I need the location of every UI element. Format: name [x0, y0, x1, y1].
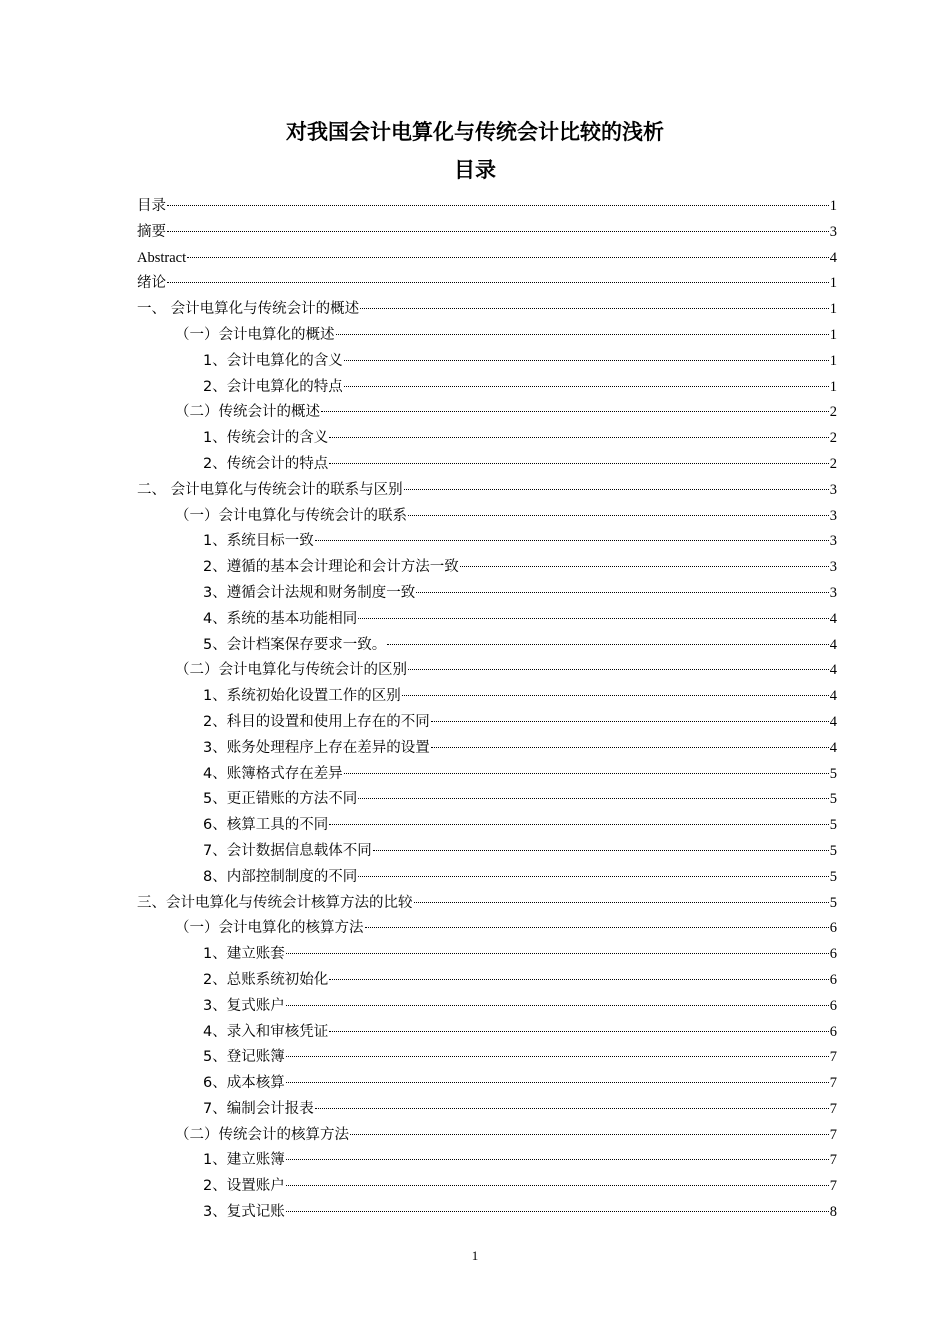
toc-entry-label: 3、遵循会计法规和财务制度一致	[203, 584, 416, 601]
toc-entry-label: （一）会计电算化的概述	[175, 326, 335, 343]
toc-entry-label: 三、会计电算化与传统会计核算方法的比较	[137, 894, 413, 911]
toc-entry[interactable]	[137, 994, 837, 1020]
toc-entry[interactable]	[137, 452, 837, 478]
toc-entry-page: 3	[829, 559, 837, 576]
toc-entry[interactable]	[137, 271, 837, 297]
toc-entry[interactable]	[137, 400, 837, 426]
toc-entry[interactable]	[137, 246, 837, 272]
toc-dot-leader	[431, 721, 829, 722]
toc-entry[interactable]	[137, 1174, 837, 1200]
toc-dot-leader	[329, 437, 829, 438]
toc-entry-page: 6	[829, 997, 837, 1014]
toc-dot-leader	[360, 308, 829, 309]
toc-entry-page: 1	[829, 275, 837, 292]
toc-dot-leader	[329, 824, 829, 825]
toc-entry[interactable]	[137, 607, 837, 633]
toc-entry[interactable]	[137, 1200, 837, 1226]
toc-entry[interactable]	[137, 297, 837, 323]
toc-entry[interactable]	[137, 529, 837, 555]
toc-dot-leader	[167, 231, 829, 232]
toc-entry[interactable]	[137, 220, 837, 246]
toc-entry[interactable]	[137, 555, 837, 581]
toc-dot-leader	[416, 592, 829, 593]
toc-dot-leader	[344, 773, 829, 774]
toc-dot-leader	[350, 1134, 829, 1135]
toc-entry[interactable]	[137, 658, 837, 684]
toc-entry-label: 2、设置账户	[203, 1178, 285, 1195]
toc-entry-page: 2	[829, 430, 837, 447]
toc-entry-label: 5、会计档案保存要求一致。	[203, 636, 387, 653]
toc-entry-label: 绪论	[137, 275, 166, 292]
toc-entry[interactable]	[137, 323, 837, 349]
toc-entry-page: 3	[829, 223, 837, 240]
toc-dot-leader	[286, 1211, 829, 1212]
toc-entry-label: 7、编制会计报表	[203, 1100, 314, 1117]
toc-entry[interactable]	[137, 684, 837, 710]
toc-entry-label: 目录	[137, 198, 166, 214]
toc-entry-page: 5	[829, 765, 837, 782]
toc-entry-label: （一）会计电算化的核算方法	[175, 920, 364, 937]
toc-dot-leader	[315, 540, 829, 541]
toc-entry[interactable]	[137, 865, 837, 891]
toc-dot-leader	[460, 566, 829, 567]
toc-entry[interactable]	[137, 916, 837, 942]
toc-dot-leader	[329, 463, 829, 464]
toc-entry-label: （二）传统会计的核算方法	[175, 1126, 349, 1143]
toc-dot-leader	[365, 927, 829, 928]
toc-entry[interactable]	[137, 375, 837, 401]
toc-dot-leader	[286, 953, 829, 954]
toc-entry[interactable]	[137, 1123, 837, 1149]
toc-entry-page: 4	[829, 610, 837, 627]
toc-entry-label: 6、核算工具的不同	[203, 817, 329, 834]
toc-entry-label: 6、成本核算	[203, 1075, 285, 1092]
toc-entry-label: 二、 会计电算化与传统会计的联系与区别	[137, 481, 403, 498]
toc-dot-leader	[167, 205, 829, 206]
toc-entry-page: 2	[829, 455, 837, 472]
toc-entry-page: 3	[829, 481, 837, 498]
toc-entry-label: 2、总账系统初始化	[203, 971, 329, 988]
page-number: 1	[471, 1248, 479, 1263]
toc-dot-leader	[414, 902, 829, 903]
toc-dot-leader	[344, 360, 829, 361]
toc-entry[interactable]	[137, 1071, 837, 1097]
toc-entry-page: 7	[829, 1075, 837, 1092]
toc-dot-leader	[408, 669, 829, 670]
toc-entry-label: 5、更正错账的方法不同	[203, 791, 358, 808]
document-title: 对我国会计电算化与传统会计比较的浅析	[286, 120, 664, 144]
toc-entry-label: Abstract	[137, 249, 187, 266]
toc-entry-page: 3	[829, 507, 837, 524]
toc-entry-label: 1、系统初始化设置工作的区别	[203, 688, 401, 705]
toc-entry-label: 2、遵循的基本会计理论和会计方法一致	[203, 559, 459, 576]
toc-entry-page: 5	[829, 868, 837, 885]
toc-entry[interactable]	[137, 194, 837, 220]
toc-entry-page: 4	[829, 739, 837, 756]
toc-entry[interactable]	[137, 813, 837, 839]
toc-entry-label: 4、录入和审核凭证	[203, 1023, 329, 1040]
toc-entry[interactable]	[137, 968, 837, 994]
toc-entry-label: 4、账簿格式存在差异	[203, 765, 343, 782]
toc-entry-label: （二）传统会计的概述	[175, 404, 320, 421]
toc-dot-leader	[315, 1108, 829, 1109]
toc-dot-leader	[321, 411, 829, 412]
toc-dot-leader	[358, 618, 829, 619]
toc-entry-page: 5	[829, 894, 837, 911]
toc-dot-leader	[431, 747, 829, 748]
table-of-contents	[137, 194, 837, 1226]
toc-entry[interactable]	[137, 478, 837, 504]
toc-entry-page: 5	[829, 817, 837, 834]
toc-dot-leader	[187, 257, 829, 258]
toc-entry-page: 2	[829, 404, 837, 421]
toc-entry-label: （二）会计电算化与传统会计的区别	[175, 662, 407, 679]
toc-entry-page: 7	[829, 1126, 837, 1143]
toc-entry-page: 6	[829, 971, 837, 988]
toc-entry-label: 1、系统目标一致	[203, 533, 314, 550]
toc-entry[interactable]	[137, 504, 837, 530]
toc-dot-leader	[286, 1056, 829, 1057]
toc-entry[interactable]	[137, 839, 837, 865]
toc-entry-label: 8、内部控制制度的不同	[203, 868, 358, 885]
toc-entry-label: 2、传统会计的特点	[203, 455, 329, 472]
toc-entry-label: 一、 会计电算化与传统会计的概述	[137, 301, 360, 318]
toc-entry-label: 1、会计电算化的含义	[203, 352, 343, 369]
toc-entry-page: 7	[829, 1178, 837, 1195]
toc-dot-leader	[404, 489, 829, 490]
toc-dot-leader	[329, 1031, 829, 1032]
toc-dot-leader	[402, 695, 829, 696]
toc-entry[interactable]	[137, 1045, 837, 1071]
toc-entry-page: 6	[829, 946, 837, 963]
toc-dot-leader	[286, 1159, 829, 1160]
toc-entry-page: 5	[829, 791, 837, 808]
toc-entry-label: 摘要	[137, 223, 166, 240]
toc-entry-page: 1	[829, 301, 837, 318]
toc-entry-label: 4、系统的基本功能相同	[203, 610, 358, 627]
toc-entry-page: 1	[829, 352, 837, 369]
toc-entry-label: 1、建立账套	[203, 946, 285, 963]
toc-entry[interactable]	[137, 426, 837, 452]
toc-dot-leader	[286, 1005, 829, 1006]
toc-entry-page: 8	[829, 1204, 837, 1221]
toc-entry-label: 2、会计电算化的特点	[203, 378, 343, 395]
toc-dot-leader	[387, 644, 829, 645]
toc-entry[interactable]	[137, 736, 837, 762]
toc-entry-page: 1	[829, 326, 837, 343]
toc-entry[interactable]	[137, 633, 837, 659]
toc-dot-leader	[358, 876, 829, 877]
toc-entry-page: 7	[829, 1152, 837, 1169]
toc-entry-page: 5	[829, 842, 837, 859]
toc-entry-page: 4	[829, 636, 837, 653]
toc-entry-page: 1	[829, 198, 837, 214]
toc-entry-page: 3	[829, 533, 837, 550]
toc-entry[interactable]	[137, 349, 837, 375]
toc-entry[interactable]	[137, 1097, 837, 1123]
toc-dot-leader	[329, 979, 829, 980]
toc-dot-leader	[286, 1185, 829, 1186]
toc-dot-leader	[167, 282, 829, 283]
toc-entry-page: 6	[829, 920, 837, 937]
toc-entry[interactable]	[137, 942, 837, 968]
toc-entry-page: 4	[829, 662, 837, 679]
toc-entry-label: 3、账务处理程序上存在差异的设置	[203, 739, 430, 756]
toc-entry[interactable]	[137, 1148, 837, 1174]
toc-dot-leader	[336, 334, 829, 335]
toc-entry[interactable]	[137, 762, 837, 788]
toc-entry-page: 4	[829, 713, 837, 730]
toc-entry-label: 3、复式账户	[203, 997, 285, 1014]
toc-entry[interactable]	[137, 581, 837, 607]
toc-entry-page: 6	[829, 1023, 837, 1040]
toc-dot-leader	[408, 515, 829, 516]
toc-entry-page: 3	[829, 584, 837, 601]
toc-entry-label: （一）会计电算化与传统会计的联系	[175, 507, 407, 524]
toc-entry-label: 1、建立账簿	[203, 1152, 285, 1169]
toc-dot-leader	[373, 850, 829, 851]
toc-entry[interactable]	[137, 710, 837, 736]
toc-entry-page: 1	[829, 378, 837, 395]
toc-dot-leader	[344, 386, 829, 387]
toc-dot-leader	[286, 1082, 829, 1083]
toc-entry-label: 2、科目的设置和使用上存在的不同	[203, 713, 430, 730]
toc-entry-page: 4	[829, 688, 837, 705]
toc-entry-label: 7、会计数据信息载体不同	[203, 842, 372, 859]
toc-entry-page: 7	[829, 1100, 837, 1117]
toc-entry[interactable]	[137, 891, 837, 917]
toc-entry-page: 7	[829, 1049, 837, 1066]
toc-entry[interactable]	[137, 1020, 837, 1046]
toc-entry-label: 3、复式记账	[203, 1204, 285, 1221]
toc-entry-label: 1、传统会计的含义	[203, 430, 329, 447]
toc-entry[interactable]	[137, 787, 837, 813]
toc-entry-page: 4	[829, 249, 837, 266]
toc-heading: 目录	[454, 158, 496, 182]
toc-dot-leader	[358, 798, 829, 799]
toc-entry-label: 5、登记账簿	[203, 1049, 285, 1066]
